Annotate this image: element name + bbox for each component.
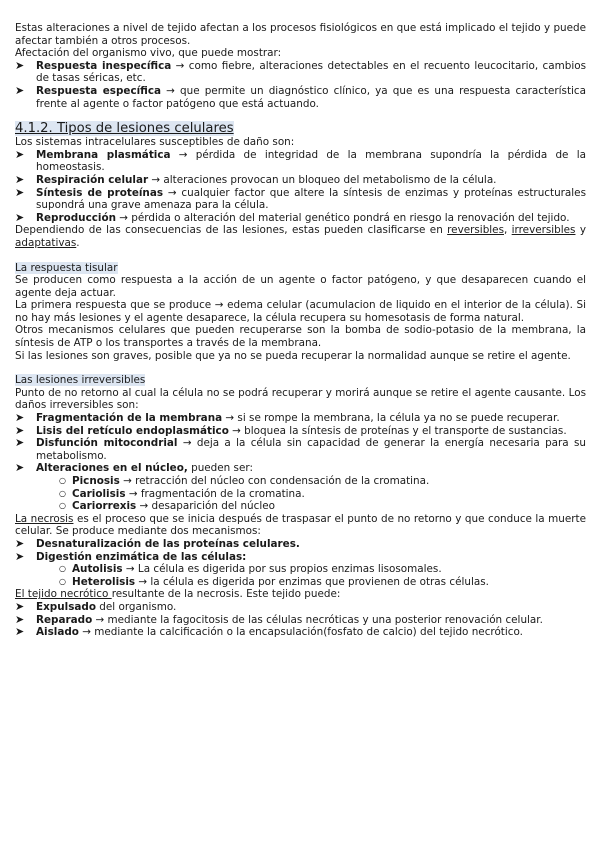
list-item: ➤ Respuesta específica → que permite un diagnóstico clínico, ya que es una respuesta característica frente al agente o factor patógeno que está actuando.	[15, 83, 586, 110]
paragraph: La primera respuesta que se produce → edema celular (acumulacion de liquido en el interior de la célula). Si no hay más lesiones y el agente desaparece, la célula recupera su homesotasis de forma natural.	[15, 299, 586, 324]
list-item: ➤ Aislado → mediante la calcificación o la encapsulación(fosfato de calcio) del tejido necrótico.	[15, 625, 523, 639]
arrow-bullet-icon: ➤	[15, 147, 25, 161]
intro-paragraph: Estas alteraciones a nivel de tejido afectan a los procesos fisiológicos en que está implicado el tejido y puede afectar también a otros procesos.	[15, 22, 586, 47]
circle-bullet-icon: ○	[59, 501, 66, 511]
list-item: ➤ Alteraciones en el núcleo, pueden ser:	[15, 461, 253, 475]
subsection-heading: Las lesiones irreversibles	[15, 374, 146, 387]
arrow-bullet-icon: ➤	[15, 210, 25, 224]
list-item: ➤ Reproducción → pérdida o alteración del material genético pondrá en riesgo la renovación del tejido.	[15, 210, 570, 224]
circle-bullet-icon: ○	[59, 476, 66, 485]
list-item: ➤ Expulsado del organismo.	[15, 599, 177, 613]
tejido-paragraph: El tejido necrótico resultante de la necrosis. Este tejido puede:	[15, 588, 341, 601]
irreversibles-term: irreversibles	[511, 224, 576, 237]
adaptativas-term: adaptativas	[15, 236, 77, 249]
paragraph: Otros mecanismos celulares que pueden recuperarse son la bomba de sodio-potasio de la membrana, la síntesis de ATP o los transportes a través de la membrana.	[15, 324, 586, 350]
arrow-bullet-icon: ➤	[15, 461, 25, 475]
list-item: ➤ Lisis del retículo endoplasmático → bloquea la síntesis de proteínas y el transporte de sustancias.	[15, 423, 567, 437]
necrosis-term: La necrosis	[15, 512, 74, 525]
sub-list-item: ○ Heterolisis → la célula es digerida por enzimas que provienen de otras células.	[59, 575, 489, 588]
arrow-bullet-icon: ➤	[15, 599, 25, 613]
paragraph: Punto de no retorno al cual la célula no se podrá recuperar y morirá aunque se retire el agente causante. Los daños irreversibles son:	[15, 386, 586, 412]
paragraph: Si las lesiones son graves, posible que ya no se pueda recuperar la normalidad aunque se retire el agente.	[15, 349, 571, 362]
arrow-bullet-icon: ➤	[15, 536, 25, 550]
reversibles-term: reversibles	[447, 224, 504, 237]
arrow-bullet-icon: ➤	[15, 185, 25, 199]
circle-bullet-icon: ○	[59, 564, 66, 574]
tejido-necrotico-term: El tejido necrótico	[15, 588, 112, 601]
sub-list-item: ○ Cariorrexis → desaparición del núcleo	[59, 500, 275, 513]
arrow-bullet-icon: ➤	[15, 423, 25, 437]
sub-list-item: ○ Autolisis → La célula es digerida por sus propios enzimas lisosomales.	[59, 563, 442, 576]
section-heading: 4.1.2. Tipos de lesiones celulares	[15, 121, 234, 137]
list-item: ➤ Reparado → mediante la fagocitosis de las células necróticas y una posterior renovación celular.	[15, 612, 543, 626]
arrow-bullet-icon: ➤	[15, 612, 25, 626]
list-item: ➤ Membrana plasmática → pérdida de integridad de la membrana supondría la pérdida de la homeostasis.	[15, 147, 586, 174]
list-item: ➤ Síntesis de proteínas → cualquier factor que altere la síntesis de enzimas y proteínas estructurales supondrá una grave amenaza para la célula.	[15, 185, 586, 212]
circle-bullet-icon: ○	[59, 488, 66, 498]
intro-paragraph: Afectación del organismo vivo, que puede mostrar:	[15, 47, 282, 60]
arrow-bullet-icon: ➤	[15, 172, 25, 186]
list-item: ➤ Respuesta inespecífica → como fiebre, alteraciones detectables en el recuento leucocitario, cambios de tasas séricas, etc.	[15, 58, 586, 85]
necrosis-paragraph: La necrosis es el proceso que se inicia después de traspasar el punto de no retorno y que conduce la muerte celular. Se produce mediante dos mecanismos:	[15, 512, 586, 538]
arrow-bullet-icon: ➤	[15, 625, 25, 639]
arrow-bullet-icon: ➤	[15, 436, 25, 450]
arrow-bullet-icon: ➤	[15, 549, 25, 563]
sub-list-item: ○ Picnosis → retracción del núcleo con condensación de la cromatina.	[59, 475, 430, 487]
subsection-heading: La respuesta tisular	[15, 261, 118, 274]
sub-list-item: ○ Cariolisis → fragmentación de la cromatina.	[59, 487, 305, 500]
classification-paragraph: Dependiendo de las consecuencias de las lesiones, estas pueden clasificarse en reversibles, irreversibles y adaptativas.	[15, 224, 586, 249]
list-item: ➤ Desnaturalización de las proteínas celulares.	[15, 536, 300, 550]
circle-bullet-icon: ○	[59, 576, 66, 586]
list-item: ➤ Digestión enzimática de las células:	[15, 549, 247, 563]
list-item: ➤ Fragmentación de la membrana → si se rompe la membrana, la célula ya no se puede recuperar.	[15, 411, 560, 425]
list-item: ➤ Disfunción mitocondrial → deja a la célula sin capacidad de generar la energía necesaria para su metabolismo.	[15, 436, 586, 462]
arrow-bullet-icon: ➤	[15, 83, 25, 97]
arrow-bullet-icon: ➤	[15, 58, 25, 72]
section-lead: Los sistemas intracelulares susceptibles de daño son:	[15, 136, 295, 149]
list-item: ➤ Respiración celular → alteraciones provocan un bloqueo del metabolismo de la célula.	[15, 172, 497, 186]
arrow-bullet-icon: ➤	[15, 411, 25, 425]
paragraph: Se producen como respuesta a la acción de un agente o factor patógeno, y que desaparecen cuando el agente deja actuar.	[15, 274, 586, 299]
